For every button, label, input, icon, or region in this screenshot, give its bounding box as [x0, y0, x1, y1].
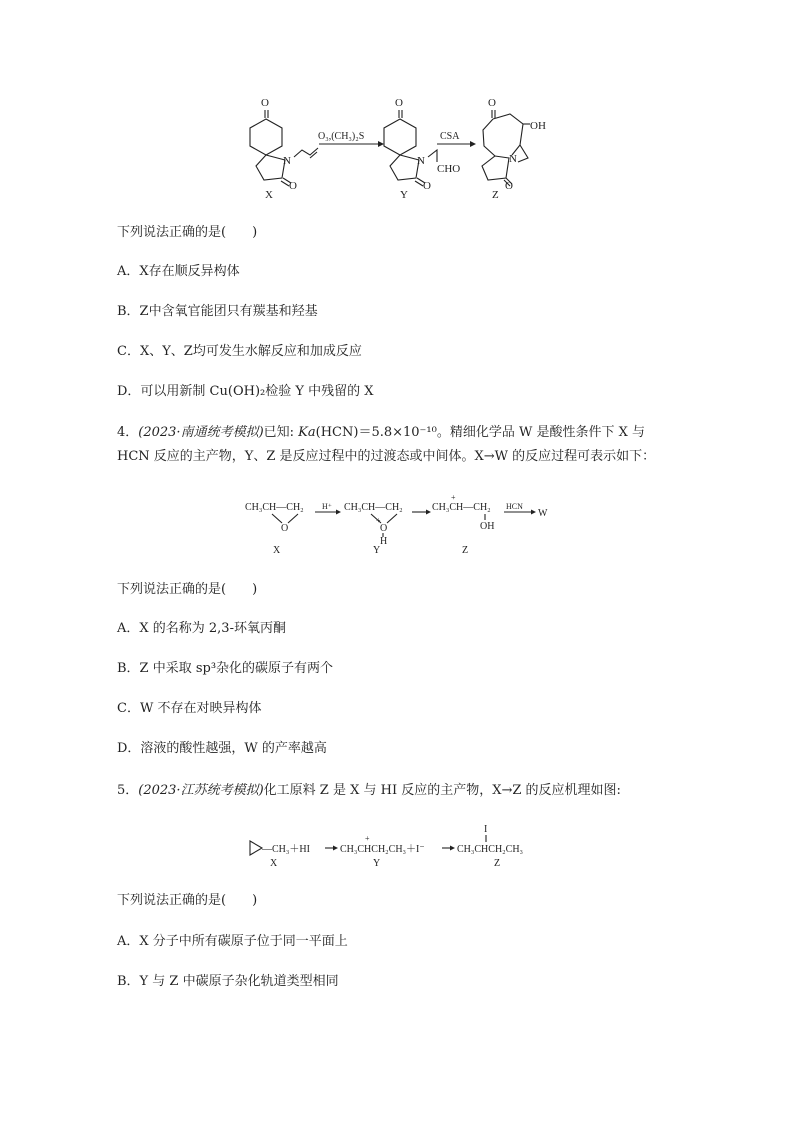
z-top-oxygen: O	[488, 97, 496, 109]
q5-molecule-y	[340, 834, 425, 869]
x-label: X	[265, 189, 273, 201]
q5-arrow-1	[325, 846, 338, 851]
q4-arrow1-reagent: H⁺	[322, 502, 332, 511]
q5-option-a: A．X 分子中所有碳原子位于同一平面上	[117, 934, 348, 949]
q5-part3: CH₃CHCH₂CH₃	[457, 844, 524, 855]
x-nitrogen: N	[283, 155, 291, 167]
q5-molecule-z	[457, 824, 523, 869]
q4-x-formula: CH₃CH—CH₂	[245, 502, 304, 513]
q5-option-b: B．Y 与 Z 中碳原子杂化轨道类型相同	[117, 974, 339, 989]
q4-z-formula: CH₃CH—CH₂	[432, 502, 491, 513]
z-hydroxyl: OH	[530, 120, 546, 132]
q5-part1: —CH₃＋HI	[262, 844, 310, 855]
q3-stem: 下列说法正确的是( )	[117, 225, 258, 240]
reagent-csa: CSA	[440, 131, 460, 142]
q3-option-b: B．Z中含氧官能团只有羰基和羟基	[117, 304, 318, 319]
q4-y-plus: +	[376, 516, 381, 525]
q5-part2: CH₃CHCH₂CH₃＋I⁻	[340, 844, 425, 855]
q4-y-label: Y	[373, 545, 381, 556]
q4-x-oxygen: O	[281, 523, 289, 534]
q5-z-label: Z	[494, 858, 501, 869]
q4-y-oxygen: O	[380, 523, 388, 534]
x-ring-oxygen: O	[289, 180, 297, 192]
q4-arrow3-reagent: HCN	[506, 502, 523, 511]
q4-y-hydrogen: H	[380, 536, 388, 547]
q3-option-c: C．X、Y、Z均可发生水解反应和加成反应	[117, 344, 362, 359]
q4-ka: Ka	[298, 425, 316, 440]
q3-option-d: D．可以用新制 Cu(OH)₂检验 Y 中残留的 X	[117, 384, 374, 399]
q5-stem: 下列说法正确的是( )	[117, 893, 258, 908]
z-label: Z	[492, 189, 499, 201]
q4-option-b: B．Z 中采取 sp³杂化的碳原子有两个	[117, 661, 334, 676]
q4-option-d: D．溶液的酸性越强，W 的产率越高	[117, 741, 327, 756]
y-top-oxygen: O	[395, 97, 403, 109]
q5-y-label: Y	[373, 858, 381, 869]
q5-text-body: 化工原料 Z 是 X 与 HI 反应的主产物，X→Z 的反应机理如图:	[263, 783, 621, 798]
q5-x-label: X	[270, 858, 278, 869]
z-nitrogen: N	[509, 153, 517, 165]
q5-molecule-x	[250, 841, 310, 869]
y-nitrogen: N	[417, 155, 425, 167]
y-label: Y	[400, 189, 408, 201]
q4-z-plus: +	[451, 493, 456, 502]
q4-number: 4．	[117, 425, 139, 440]
q5-source: (2023·江苏统考模拟)	[138, 783, 264, 798]
reagent-ozonolysis: O₃,(CH₃)₂S	[318, 131, 365, 142]
z-ring-oxygen: O	[505, 180, 513, 192]
q4-stem: 下列说法正确的是( )	[117, 582, 258, 597]
q4-option-c: C．W 不存在对映异构体	[117, 701, 262, 716]
x-top-oxygen: O	[261, 97, 269, 109]
q4-text-b: (HCN)＝5.8×10⁻¹⁰。精细化学品 W 是酸性条件下 X 与 HCN 反应的主产物，Y、Z 是反应过程中的过渡态或中间体。X→W 的反应过程可表示如下：	[117, 425, 656, 464]
q5-y-plus: +	[365, 834, 370, 843]
q4-z-label: Z	[462, 545, 469, 556]
q5-arrow-2	[442, 846, 455, 851]
q3-option-a: A．X存在顺反异构体	[117, 264, 240, 279]
q4-z-hydroxyl: OH	[480, 521, 495, 532]
q4-option-a: A．X 的名称为 2,3-环氧丙酮	[117, 621, 286, 636]
q4-product-w: W	[538, 508, 548, 519]
q4-source: (2023·南通统考模拟)	[138, 425, 264, 440]
q4-x-label: X	[273, 545, 281, 556]
y-ring-oxygen: O	[423, 180, 431, 192]
y-aldehyde: CHO	[437, 163, 461, 175]
q5-number: 5．	[117, 783, 139, 798]
q5-iodo: I	[484, 824, 488, 835]
q4-text-a: 已知:	[263, 425, 299, 440]
q4-y-formula: CH₃CH—CH₂	[344, 502, 403, 513]
